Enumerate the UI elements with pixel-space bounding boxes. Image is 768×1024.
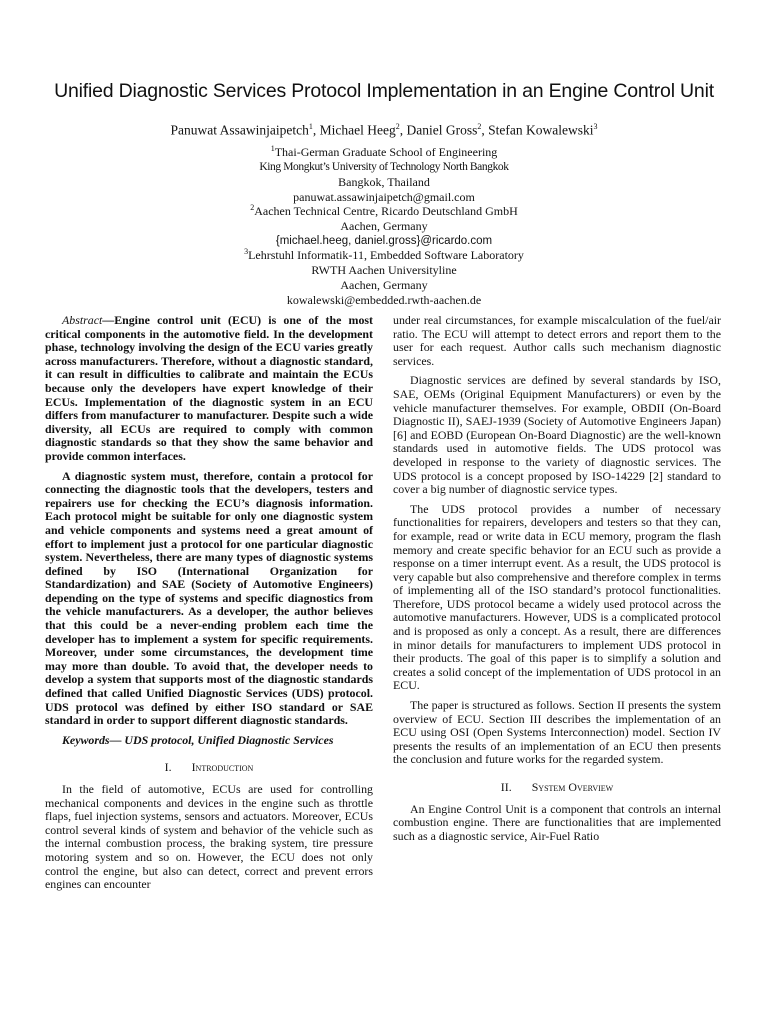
affiliation-line: Bangkok, Thailand [338,175,430,189]
left-column [45,314,373,898]
affiliation-2 [0,200,768,249]
affiliation-marker: 1 [270,144,275,153]
author-name: Panuwat Assawinjaipetch [170,122,309,138]
author-name: Stefan Kowalewski [488,122,594,138]
affiliation-3 [0,244,768,308]
body-paragraph: Diagnostic services are defined by several standards by ISO, SAE, OEMs (Original Equipment Manufacturers) or even by the vehicle manufacturer themselves. For example, OBDII (On-Board Diagnostic II), SAEJ-1939 (Society of Automotive Engineers Japan) [6] and EOBD (European On-Board Diagnostic) are the well-known standards used in automotive fields. The UDS protocol was developed in response to the variety of diagnostic services. The UDS protocol is a concept proposed by ISO-14229 [2] standard to cover a big number of diagnostic service types. [393,373,721,497]
affiliation-line: King Mongkut’s University of Technology North Bangkok [259,161,509,173]
affiliation-email: {michael.heeg, daniel.gross}@ricardo.com [275,235,493,247]
abstract-lead: Abstract [62,313,103,327]
affiliation-line: RWTH Aachen Universityline [311,263,457,277]
author-affiliation-marker: 1 [308,122,313,131]
author-affiliation-marker: 2 [395,122,400,131]
body-paragraph: The paper is structured as follows. Section II presents the system overview of ECU. Section III describes the implementation of an ECU using OSI (Open Systems Interconnection) model. Section IV presents the results of an implementation of an ECU then presents the conclusion and future works for the regarded system. [393,698,721,767]
body-paragraph: In the field of automotive, ECUs are used for controlling mechanical components and devices in the engine such as throttle flaps, fuel injection systems, sensors and actuators. Moreover, ECUs control several kinds of system and behavior of the vehicle such as the internal combustion process, the braking system, tire pressure motoring system and so on. However, the ECU does not only control the engine, but also can detect, correct and prevent errors engines can encounter [45,782,373,892]
affiliation-line: Aachen, Germany [340,219,428,233]
section-title: System Overview [531,780,614,794]
affiliation-marker: 3 [244,247,249,256]
affiliation-email: kowalewski@embedded.rwth-aachen.de [286,293,482,307]
body-paragraph: An Engine Control Unit is a component that controls an internal combustion engine. There are functionalities that are implemented such as a diagnostic service, Air-Fuel Ratio [393,801,721,843]
section-number: II. [500,780,512,794]
section-heading-introduction [45,761,373,775]
section-number: I. [164,760,172,775]
author-affiliation-marker: 2 [477,122,482,131]
affiliation-email: panuwat.assawinjaipetch@gmail.com [293,190,475,204]
affiliation-line: Thai-German Graduate School of Engineering [274,145,498,159]
abstract-paragraph: A diagnostic system must, therefore, contain a protocol for connecting the diagnostic tools that the developers, testers and repairers use for checking the ECU’s diagnosis information. Each protocol might be suitable for only one diagnostic system and vehicle components and systems need a great amount of effort to implement just a protocol for one particular diagnostic system. Nevertheless, there are many types of diagnostic systems defined by ISO (International Organization for Standardization) and SAE (Society of Automotive Engineers) depending on the type of systems and specific diagnostics from the vehicle manufacturers. As a developer, the author believes that this could be a never-ending problem each time the developer has to implement a system for specific requirements. Moreover, under some circumstances, the development time may more than double. To avoid that, the developer needs to develop a system that supports most of the diagnostic standards defined that called Unified Diagnostic Services (UDS) protocol. UDS protocol was defined by either ISO standard or SAE standard in order to support different diagnostic standards. [45,468,373,728]
affiliation-line: Lehrstuhl Informatik-11, Embedded Software Laboratory [248,248,524,262]
affiliation-marker: 2 [250,203,255,212]
author-name: Daniel Gross [406,122,478,138]
abstract-paragraph [45,314,373,464]
affiliation-line: Aachen Technical Centre, Ricardo Deutschland GmbH [254,204,518,218]
author-list: Panuwat Assawinjaipetch$^1$, Michael Heeg$^2$, Daniel Gross$^2$, Stefan Kowalewski$^3$ [170,122,598,138]
author-name: Michael Heeg [319,122,396,138]
keywords: Keywords— UDS protocol, Unified Diagnostic Services [62,732,334,747]
abstract-text: —Engine control unit (ECU) is one of the most critical components in the automotive field. In the development phase, technology involving the design of the ECU varies greatly across manufacturers. Therefore, without a diagnostic standard, it can result in difficulties to calibrate and maintain the ECUs because only the developers have expert knowledge of their ECUs. Implementation of the diagnostic system in an ECU differs from manufacturer to manufacturer. Despite such a wide diversity, all ECUs are required to comply with common diagnostic standards so that they show the same behavior and provide common interfaces. [45,313,373,463]
affiliation-line: Aachen, Germany [340,278,428,292]
affiliation-1 [0,141,768,205]
body-paragraph: The UDS protocol provides a number of necessary functionalities for repairers, developers and testers so that they can, for example, read or write data in ECU memory, program the flash memory and create specific behavior for an ECU such as provide a response on a timer interrupt event. As a result, the UDS protocol is very capable but also comprehensive and therefore complex in terms of implementing all of the ISO standard’s protocol functionalities. Therefore, UDS protocol became a widely used protocol across the automotive manufacturers. However, UDS is a complicated protocol and is proposed as only a concept. As a result, there are differences in minor details for manufacturers to implement UDS protocol in their products. The goal of this paper is to simplify a solution and creates a solid concept of the implementation of UDS protocol in an ECU. [393,501,721,693]
body-paragraph: under real circumstances, for example miscalculation of the fuel/air ratio. The ECU will attempt to detect errors and report them to the user for each request. Author calls such mechanism diagnostic services. [393,313,721,368]
section-title: Introduction [191,760,254,775]
paper-title: Unified Diagnostic Services Protocol Implementation in an Engine Control Unit [54,80,714,102]
abstract [45,314,373,728]
section-heading-system-overview [393,781,721,795]
right-column [393,314,721,849]
author-affiliation-marker: 3 [593,122,598,131]
